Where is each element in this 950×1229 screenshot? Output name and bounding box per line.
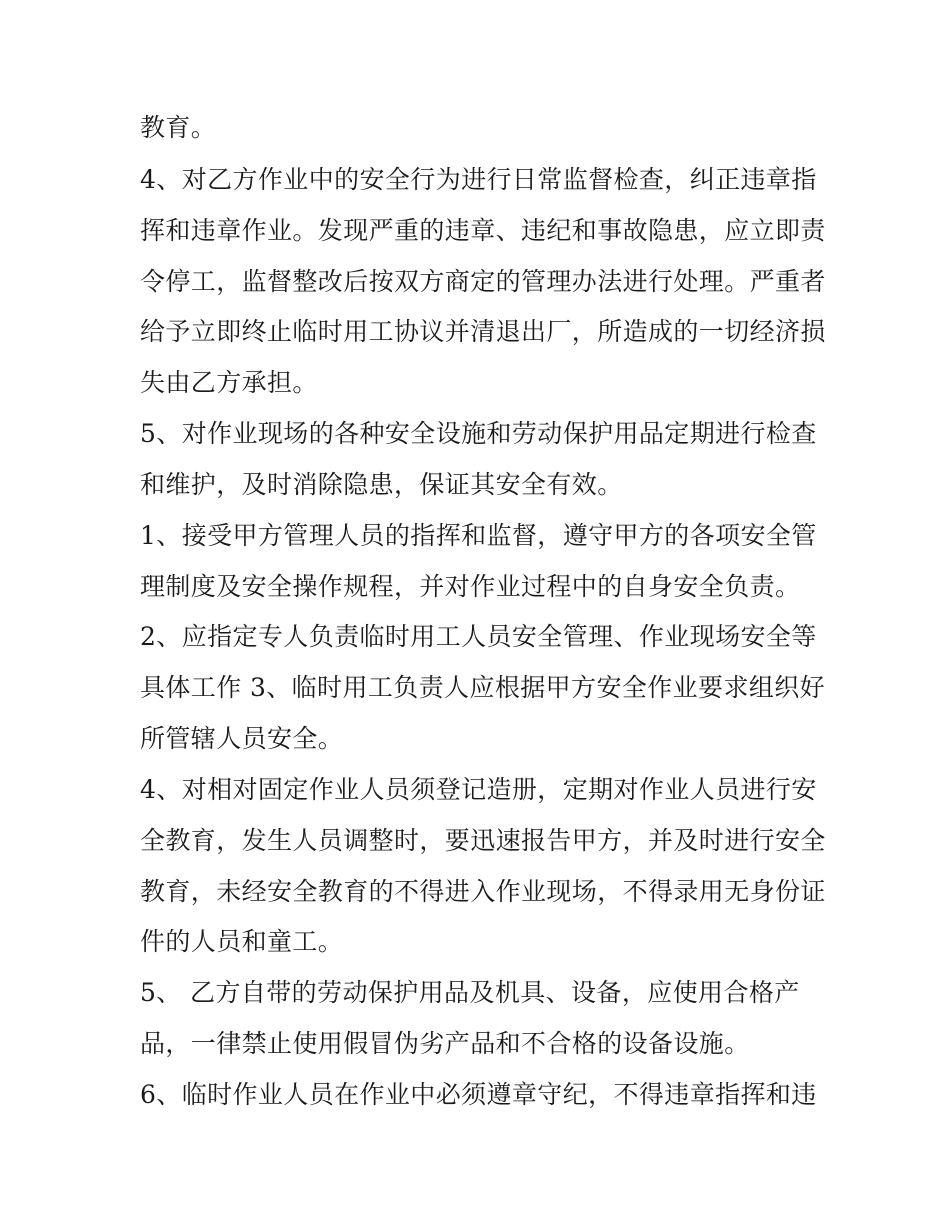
text-line: 1、接受甲方管理人员的指挥和监督，遵守甲方的各项安全管 (140, 521, 817, 550)
text-line: 件的人员和童工。 (140, 927, 344, 956)
text-line: 品，一律禁止使用假冒伪劣产品和不合格的设备设施。 (140, 1029, 750, 1058)
text-line: 挥和违章作业。发现严重的违章、违纪和事故隐患，应立即责 (140, 216, 826, 245)
text-line: 和维护，及时消除隐患，保证其安全有效。 (140, 470, 623, 499)
text-line: 所管辖人员安全。 (140, 724, 344, 753)
text-line: 5、对作业现场的各种安全设施和劳动保护用品定期进行检查 (140, 419, 817, 448)
text-line: 理制度及安全操作规程，并对作业过程中的自身安全负责。 (140, 572, 801, 601)
text-line: 令停工，监督整改后按双方商定的管理办法进行处理。严重者 (140, 267, 826, 296)
text-line: 教育。 (140, 113, 217, 142)
text-line: 6、临时作业人员在作业中必须遵章守纪，不得违章指挥和违 (140, 1080, 817, 1109)
text-line: 4、对相对固定作业人员须登记造册，定期对作业人员进行安 (140, 775, 817, 804)
text-line: 全教育，发生人员调整时，要迅速报告甲方，并及时进行安全 (140, 826, 826, 855)
text-line: 给予立即终止临时用工协议并清退出厂，所造成的一切经济损 (140, 317, 826, 346)
text-line: 5、 乙方自带的劳动保护用品及机具、设备，应使用合格产 (140, 978, 800, 1007)
text-line: 4、对乙方作业中的安全行为进行日常监督检查，纠正违章指 (140, 165, 817, 194)
text-line: 失由乙方承担。 (140, 368, 318, 397)
text-line: 教育，未经安全教育的不得进入作业现场，不得录用无身份证 (140, 877, 826, 906)
text-line: 具体工作 3、临时用工负责人应根据甲方安全作业要求组织好 (140, 673, 826, 702)
text-line: 2、应指定专人负责临时用工人员安全管理、作业现场安全等 (140, 622, 817, 651)
